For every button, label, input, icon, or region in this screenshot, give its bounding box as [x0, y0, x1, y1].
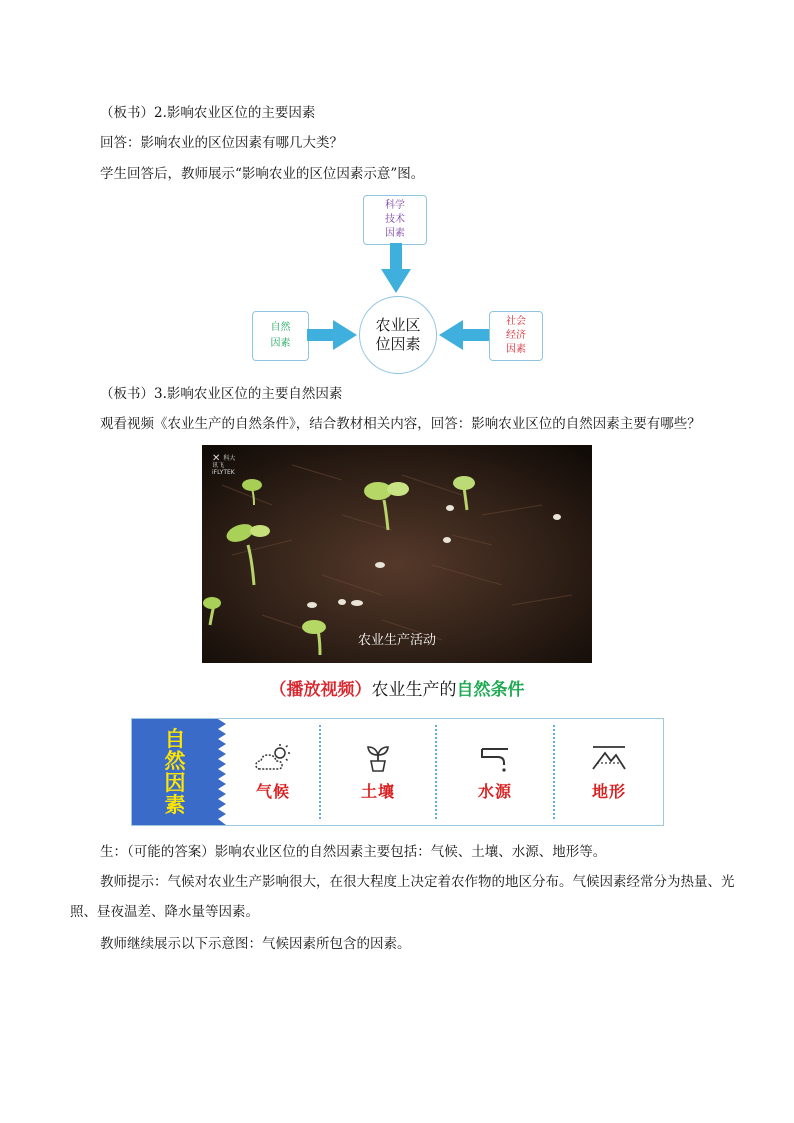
video-subtitle: 农业生产活动	[357, 633, 436, 648]
logo-icon: ✕	[212, 453, 221, 464]
tech-factor-box: 科学 技术 因素	[363, 195, 427, 245]
caption-play-label: （播放视频）	[269, 680, 372, 700]
agri-location-circle: 农业区 位因素	[359, 296, 437, 374]
cloud-sun-icon	[254, 743, 292, 773]
factor-climate: 气候	[228, 719, 318, 825]
arrow-right-icon	[307, 320, 357, 350]
natural-factors-label: 自然因素	[132, 719, 218, 825]
zigzag-edge	[218, 719, 226, 825]
heading-3: （板书）3.影响农业区位的主要自然因素	[100, 386, 343, 402]
teacher-hint: 教师提示：气候对农业生产影响很大，在很大程度上决定着农作物的地区分布。气候因素经常分为热量、光照、昼夜温差、降水量等因素。	[70, 874, 735, 920]
teacher-action-1: 学生回答后，教师展示“影响农业的区位因素示意”图。	[100, 166, 425, 182]
arrow-down-icon	[381, 243, 411, 293]
video-caption	[0, 678, 794, 702]
plant-pot-icon	[363, 743, 393, 773]
heading-2: （板书）2.影响农业区位的主要因素	[100, 105, 316, 121]
teacher-action-2: 教师继续展示以下示意图：气候因素所包含的因素。	[100, 936, 411, 952]
video-frame[interactable]	[202, 445, 592, 663]
brand-logo: ✕ 科大讯飞 iFLYTEK	[212, 453, 236, 476]
caption-text: 农业生产的	[371, 680, 457, 700]
socio-economic-factor-box: 社会 经济 因素	[489, 311, 543, 361]
natural-factor-box: 自然 因素	[252, 311, 309, 361]
faucet-icon	[478, 743, 512, 773]
question-1: 回答：影响农业的区位因素有哪几大类？	[100, 135, 343, 151]
natural-factors-bar	[131, 718, 664, 826]
mountain-icon	[591, 743, 627, 773]
question-2: 观看视频《农业生产的自然条件》，结合教材相关内容，回答：影响农业区位的自然因素主要有哪些？	[100, 416, 701, 432]
student-answer: 生：（可能的答案）影响农业区位的自然因素主要包括：气候、土壤、水源、地形等。	[100, 844, 607, 860]
arrow-left-icon	[439, 320, 489, 350]
factor-terrain: 地形	[555, 719, 663, 825]
factor-soil: 土壤	[321, 719, 435, 825]
caption-highlight: 自然条件	[456, 680, 525, 700]
factor-water: 水源	[437, 719, 553, 825]
